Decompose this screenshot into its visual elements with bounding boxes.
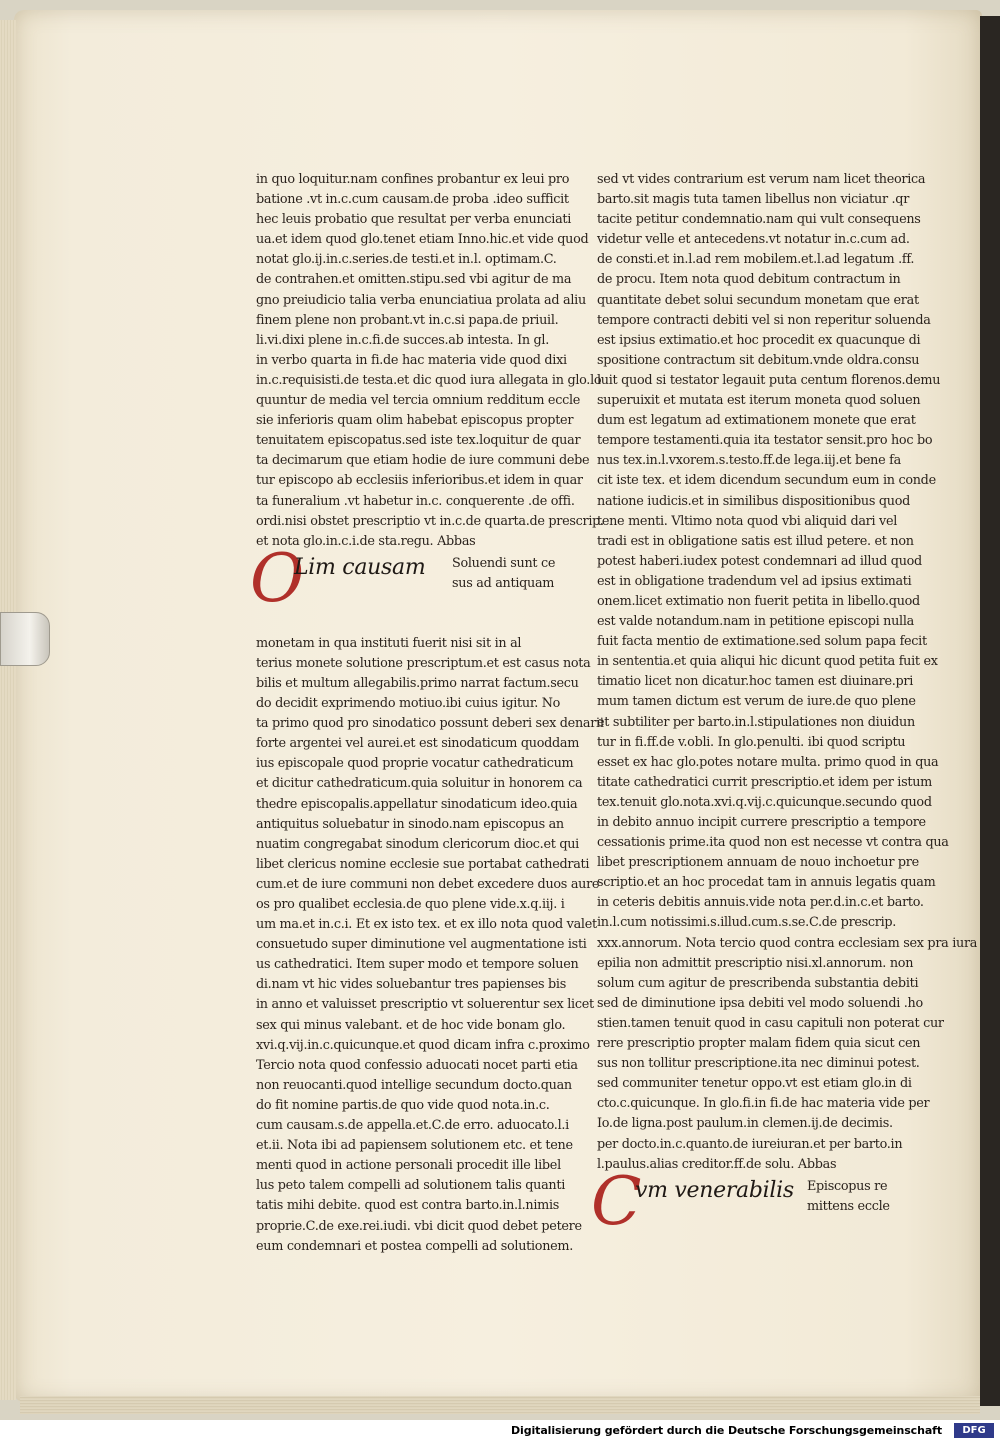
text-line: videtur velle et antecedens.vt notatur in.c.cum ad. (597, 232, 910, 248)
text-line: tur episcopo ab ecclesiis inferioribus.et idem in quar (256, 473, 583, 489)
text-line: tenuitatem episcopatus.sed iste tex.loquitur de quar (256, 433, 581, 449)
text-line: spositione contractum sit debitum.vnde oldra.consu (597, 352, 920, 368)
text-line: do decidit exprimendo motiuo.ibi cuius igitur. No (256, 696, 561, 712)
text-line: batione .vt in.c.cum causam.de proba .ideo sufficit (256, 192, 569, 208)
text-line: Episcopus re (807, 1178, 888, 1194)
text-line: eum condemnari et postea compelli ad solutionem. (256, 1238, 574, 1254)
text-line: forte argentei vel aurei.et est sinodaticum quoddam (256, 736, 580, 752)
text-line: est in obligatione tradendum vel ad ipsius extimati (597, 573, 912, 589)
text-line: um ma.et in.c.i. Et ex isto tex. et ex illo nota quod valet (256, 917, 597, 933)
text-line: tene menti. Vltimo nota quod vbi aliquid dari vel (597, 513, 898, 529)
text-line: sed communiter tenetur oppo.vt est etiam glo.in di (597, 1076, 912, 1092)
text-line: antiquitus soluebatur in sinodo.nam episcopus an (256, 816, 564, 832)
text-line: per docto.in.c.quanto.de iureiuran.et per barto.in (597, 1136, 903, 1152)
text-line: tur in fi.ff.de v.obli. In glo.penulti. ibi quod scriptu (597, 734, 906, 750)
text-line: sex qui minus valebant. et de hoc vide bonam glo. (256, 1017, 566, 1033)
text-line: ta decimarum que etiam hodie de iure communi debe (256, 453, 590, 469)
right-text-column (591, 170, 978, 1257)
text-line: ordi.nisi obstet prescriptio vt in.c.de quarta.de prescrip. (256, 513, 604, 529)
text-line: ta funeralium .vt habetur in.c. conquerente .de offi. (256, 493, 575, 509)
text-line: bilis et multum allegabilis.primo narrat factum.secu (256, 675, 579, 691)
text-line: et nota glo.in.c.i.de sta.regu. Abbas (256, 533, 476, 549)
text-line: do fit nomine partis.de quo vide quod nota.in.c. (256, 1097, 550, 1113)
text-line: non reuocanti.quod intellige secundum docto.quan (256, 1077, 572, 1093)
text-line: potest haberi.iudex potest condemnari ad illud quod (597, 553, 922, 569)
text-line: de consti.et in.l.ad rem mobilem.et.l.ad legatum .ff. (597, 252, 915, 268)
text-line: in quo loquitur.nam confines probantur ex leui pro (256, 172, 570, 187)
text-line: l.paulus.alias creditor.ff.de solu. Abbas (597, 1156, 837, 1172)
footer-credit: Digitalisierung gefördert durch die Deutsche Forschungsgemeinschaft (511, 1424, 942, 1437)
text-line: sus ad antiquam (452, 575, 555, 591)
text-line: tacite petitur condemnatio.nam qui vult consequens (597, 212, 921, 228)
text-line: et.ii. Nota ibi ad papiensem solutionem etc. et tene (256, 1138, 573, 1154)
text-line: natione iudicis.et in similibus dispositionibus quod (597, 493, 911, 509)
text-line: ius episcopale quod proprie vocatur cathedraticum (256, 756, 574, 772)
text-line: Soluendi sunt ce (452, 555, 556, 571)
text-line: in debito annuo incipit currere prescriptio a tempore (597, 815, 926, 830)
text-line: cum.et de iure communi non debet excedere duos aure (256, 876, 600, 892)
right-column-text (597, 170, 978, 1175)
heading-side-text (452, 554, 562, 594)
text-line: est ipsius extimatio.et hoc procedit ex quacunque di (597, 332, 921, 348)
text-line: us cathedratici. Item super modo et tempore soluen (256, 957, 579, 973)
text-line: Tercio nota quod confessio aduocati nocet parti etia (256, 1057, 578, 1073)
text-line: terius monete solutione prescriptum.et est casus nota (256, 655, 591, 671)
text-line: monetam in qua instituti fuerit nisi sit in al (256, 635, 522, 651)
text-line: li.vi.dixi plene in.c.fi.de succes.ab intesta. In gl. (256, 332, 549, 348)
text-line: fuit facta mentio de extimatione.sed solum papa fecit (597, 634, 927, 650)
text-line: onem.licet extimatio non fuerit petita in libello.quod (597, 593, 920, 609)
left-column-top-text (256, 170, 604, 552)
text-line: est valde notandum.nam in petitione episcopi nulla (597, 614, 914, 630)
text-line: sus non tollitur prescriptione.ita nec diminui potest. (597, 1056, 920, 1072)
text-line: os pro qualibet ecclesia.de quo plene vide.x.q.iij. i (256, 897, 565, 912)
dfg-logo: DFG (954, 1423, 994, 1438)
text-line: in.l.cum notissimi.s.illud.cum.s.se.C.de prescrip. (597, 915, 897, 931)
text-line: in verbo quarta in fi.de hac materia vide quod dixi (256, 352, 567, 368)
text-line: tatis mihi debite. quod est contra barto.in.l.nimis (256, 1198, 560, 1214)
text-line: mittens eccle (807, 1198, 890, 1214)
text-line: nus tex.in.l.vxorem.s.testo.ff.de lega.iij.et bene fa (597, 453, 901, 469)
text-line: tempore testamenti.quia ita testator sensit.pro hoc bo (597, 433, 933, 449)
text-line: stien.tamen tenuit quod in casu capituli non poterat cur (597, 1015, 944, 1031)
text-line: thedre episcopalis.appellatur sinodaticum ideo.quia (256, 796, 578, 812)
text-line: epilia non admittit prescriptio nisi.xl.annorum. non (597, 955, 914, 971)
text-line: tex.tenuit glo.nota.xvi.q.vij.c.quicunque.secundo quod (597, 794, 932, 810)
text-line: rere prescriptio propter malam fidem quia sicut cen (597, 1036, 921, 1052)
text-line: mum tamen dictum est verum de iure.de quo plene (597, 694, 916, 710)
text-line: consuetudo super diminutione vel augmentatione isti (256, 937, 587, 953)
text-line: gno preiudicio talia verba enunciatiua prolata ad aliu (256, 292, 586, 308)
text-line: cessationis prime.ita quod non est necesse vt contra qua (597, 835, 949, 851)
text-line: cto.c.quicunque. In glo.fi.in fi.de hac materia vide per (597, 1096, 930, 1112)
text-line: solum cum agitur de prescribenda substantia debiti (597, 975, 919, 991)
text-line: et subtiliter per barto.in.l.stipulationes non diuidun (597, 714, 915, 730)
text-line: superuixit et mutata est iterum moneta quod soluen (597, 393, 921, 409)
text-line: barto.sit magis tuta tamen libellus non viciatur .qr (597, 192, 910, 208)
text-line: lus peto talem compelli ad solutionem talis quanti (256, 1178, 565, 1194)
rubricated-initial: O (250, 539, 304, 617)
text-line: cum causam.s.de appella.et.C.de erro. aduocato.l.i (256, 1118, 569, 1134)
text-line: de procu. Item nota quod debitum contractum in (597, 272, 901, 288)
text-line: di.nam vt hic vides soluebantur tres papienses bis (256, 977, 566, 993)
text-line: finem plene non probant.vt in.c.si papa.de priuil. (256, 312, 559, 328)
page-stack-left-edge (0, 20, 16, 1400)
text-line: Io.de ligna.post paulum.in clemen.ij.de decimis. (597, 1116, 893, 1132)
text-line: xvi.q.vij.in.c.quicunque.et quod dicam infra c.proximo (256, 1037, 590, 1053)
text-line: proprie.C.de exe.rei.iudi. vbi dicit quod debet petere (256, 1218, 582, 1234)
text-line: libet clericus nomine ecclesie sue portabat cathedrati (256, 856, 590, 872)
text-line: esset ex hac glo.potes notare multa. primo quod in qua (597, 754, 939, 770)
text-line: in.c.requisisti.de testa.et dic quod iura allegata in glo.lo (256, 372, 602, 388)
text-line: in ceteris debitis annuis.vide nota per.d.in.c.et barto. (597, 895, 924, 911)
text-line: sed de diminutione ipsa debiti vel modo soluendi .ho (597, 995, 923, 1011)
text-line: et dicitur cathedraticum.quia soluitur in honorem ca (256, 776, 583, 792)
text-line: de contrahen.et omitten.stipu.sed vbi agitur de ma (256, 272, 572, 288)
text-line: nuatim congregabat sinodum clericorum dioc.et qui (256, 836, 579, 852)
text-line: sie inferioris quam olim habebat episcopus propter (256, 413, 574, 429)
left-column-bottom-text (256, 634, 604, 1257)
text-line: notat glo.ij.in.c.series.de testi.et in.l. optimam.C. (256, 252, 557, 268)
text-line: luit quod si testator legauit puta centum florenos.demu (597, 372, 941, 388)
text-line: dum est legatum ad extimationem monete que erat (597, 413, 916, 429)
text-line: scriptio.et an hoc procedat tam in annuis legatis quam (597, 875, 936, 891)
incipit-heading: Lim causam (294, 554, 426, 580)
page-stack-bottom-edge (20, 1396, 980, 1414)
text-line: xxx.annorum. Nota tercio quod contra ecclesiam sex pra iura (597, 935, 978, 951)
bookmark-clip (0, 612, 50, 666)
text-line: quuntur de media vel tercia omnium redditum eccle (256, 393, 581, 409)
text-line: in anno et valuisset prescriptio vt soluerentur sex licet (256, 997, 594, 1013)
heading-side-text (807, 1177, 899, 1217)
book-cover-edge (980, 16, 1000, 1406)
text-line: tradi est in obligatione satis est illud petere. et non (597, 533, 914, 549)
text-line: ta primo quod pro sinodatico possunt deberi sex denarii (256, 716, 604, 732)
text-line: hec leuis probatio que resultat per verba enunciati (256, 212, 572, 228)
text-line: menti quod in actione personali procedit ille libel (256, 1158, 561, 1174)
incipit-heading: vm venerabilis (635, 1177, 794, 1203)
text-line: ua.et idem quod glo.tenet etiam Inno.hic.et vide quod (256, 232, 589, 248)
text-line: timatio licet non dicatur.hoc tamen est diuinare.pri (597, 674, 914, 690)
text-line: in sententia.et quia aliqui hic dicunt quod petita fuit ex (597, 654, 938, 670)
text-line: cit iste tex. et idem dicendum secundum eum in conde (597, 473, 936, 489)
text-line: titate cathedratici currit prescriptio.et idem per istum (597, 774, 932, 790)
rubricated-initial: C (591, 1162, 642, 1240)
left-text-column (250, 170, 604, 1257)
text-line: sed vt vides contrarium est verum nam licet theorica (597, 172, 926, 187)
text-line: quantitate debet solui secundum monetam que erat (597, 292, 919, 308)
digitization-footer (0, 1420, 1000, 1442)
text-line: tempore contracti debiti vel si non reperitur soluenda (597, 312, 931, 328)
text-line: libet prescriptionem annuam de nouo inchoetur pre (597, 855, 919, 871)
